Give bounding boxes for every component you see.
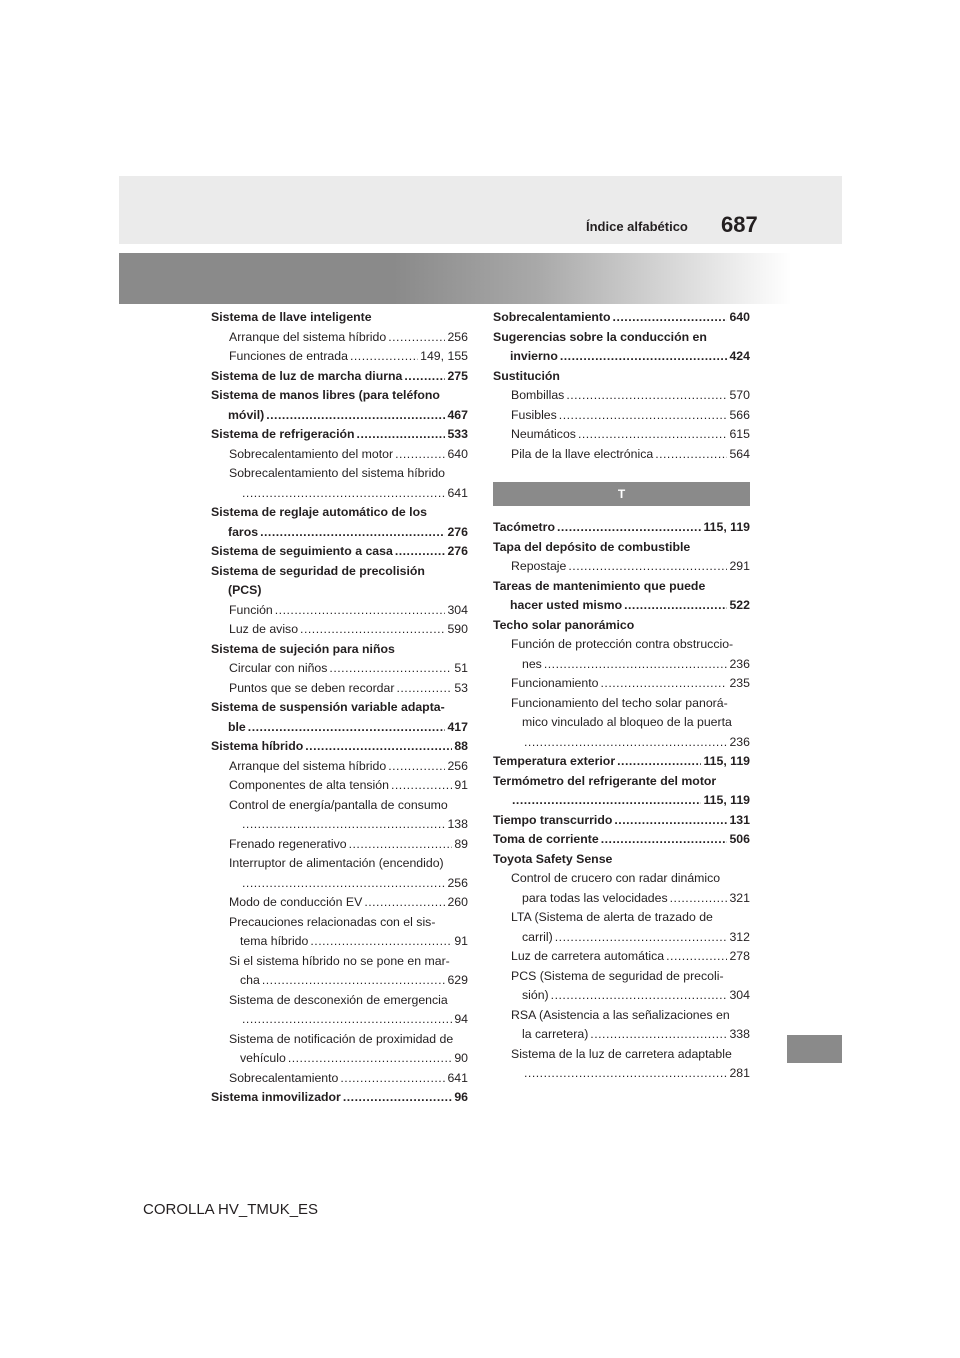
index-entry-text: carril) (522, 929, 553, 944)
index-entry (211, 718, 468, 738)
index-entry (211, 1088, 468, 1108)
index-entry-text: Sobrecalentamiento del sistema híbrido (229, 466, 446, 480)
index-entry (493, 1064, 750, 1084)
index-entry-text: Función de protección contra obstruccio- (511, 637, 734, 651)
index-entry-text: Sobrecalentamiento del motor (229, 446, 394, 461)
leader-dots (670, 889, 728, 909)
index-entry-text: Sistema de seguimiento a casa (211, 544, 393, 558)
index-entry (211, 542, 468, 562)
index-entry-page: 417 (447, 719, 468, 734)
leader-dots (617, 752, 701, 772)
index-group-t (493, 518, 750, 1084)
index-entry-text: ble (228, 719, 246, 734)
index-entry-page: 89 (454, 836, 468, 851)
index-entry-page: 131 (729, 812, 750, 827)
index-entry-page: 115, 119 (703, 520, 750, 534)
leader-dots (404, 367, 445, 387)
index-entry (493, 347, 750, 367)
index-entry-text: Sistema de seguridad de precolisión (211, 563, 425, 578)
leader-dots (666, 947, 727, 967)
leader-dots (601, 830, 728, 850)
index-entry-page: 533 (447, 427, 468, 441)
index-entry-page: 94 (454, 1012, 468, 1026)
index-entry-text: Sistema de manos libres (para teléfono (211, 388, 440, 402)
index-entry-page: 522 (729, 598, 750, 612)
index-entry-text: Sobrecalentamiento (229, 1070, 339, 1085)
index-entry-text: Arranque del sistema híbrido (229, 329, 387, 344)
index-entry-text: Arranque del sistema híbrido (229, 758, 387, 773)
leader-dots (551, 986, 728, 1006)
index-entry-text: invierno (510, 349, 558, 363)
index-entry-page: 590 (447, 622, 468, 636)
index-entry-text: PCS (Sistema de seguridad de precoli- (511, 968, 724, 983)
index-entry-page: 96 (454, 1090, 468, 1104)
index-entry (493, 928, 750, 948)
index-entry (493, 947, 750, 967)
index-entry (493, 1025, 750, 1045)
leader-dots (340, 1069, 445, 1089)
leader-dots (242, 874, 445, 894)
index-entry (493, 791, 750, 811)
index-entry (211, 620, 468, 640)
leader-dots (566, 386, 727, 406)
index-entry-text: Pila de la llave electrónica (511, 446, 654, 461)
index-entry (211, 367, 468, 387)
index-entry-page: 236 (729, 656, 750, 671)
index-entry (211, 308, 468, 328)
index-entry (211, 1069, 468, 1089)
index-entry-text: Frenado regenerativo (229, 836, 347, 851)
leader-dots (560, 347, 728, 367)
index-entry-page: 467 (447, 407, 468, 422)
index-entry-text: LTA (Sistema de alerta de trazado de (511, 910, 713, 924)
index-entry-page: 53 (454, 680, 468, 695)
index-entry-page: 641 (447, 485, 468, 500)
index-entry-page: 566 (729, 407, 750, 422)
index-entry (493, 635, 750, 655)
leader-dots (260, 523, 445, 543)
index-entry (211, 737, 468, 757)
index-entry-text: Termómetro del refrigerante del motor (493, 773, 717, 788)
index-entry (211, 1030, 468, 1050)
index-entry (493, 752, 750, 772)
page-number: 687 (721, 212, 758, 237)
index-entry (211, 562, 468, 582)
leader-dots (555, 928, 728, 948)
index-entry-text: Sobrecalentamiento (493, 310, 611, 324)
index-entry (211, 991, 468, 1011)
leader-dots (391, 776, 452, 796)
index-entry-text: sión) (522, 988, 549, 1002)
index-entry (211, 484, 468, 504)
leader-dots (343, 1088, 452, 1108)
index-entry-text: nes (522, 656, 542, 671)
index-entry-page: 304 (729, 988, 750, 1002)
index-entry-text: Puntos que se deben recordar (229, 680, 395, 695)
leader-dots (557, 518, 702, 538)
index-entry-text: mico vinculado al bloqueo de la puerta (522, 715, 732, 729)
index-entry-text: Bombillas (511, 388, 565, 402)
index-entry (211, 1049, 468, 1069)
leader-dots (396, 679, 452, 699)
index-entry (493, 830, 750, 850)
leader-dots (262, 971, 446, 991)
index-entry-text: Sistema de desconexión de emergencia (229, 992, 448, 1007)
index-entry (211, 425, 468, 445)
index-entry-text: Modo de conducción EV (229, 895, 363, 909)
footer-model-code: COROLLA HV_TMUK_ES (143, 1201, 319, 1218)
index-entry (211, 854, 468, 874)
leader-dots (512, 791, 701, 811)
index-entry (493, 772, 750, 792)
leader-dots (578, 425, 728, 445)
leader-dots (305, 737, 452, 757)
index-entry-page: 236 (729, 734, 750, 749)
leader-dots (388, 757, 445, 777)
index-column-left (211, 308, 468, 1108)
index-entry-page: 640 (447, 446, 468, 461)
index-entry (493, 538, 750, 558)
index-entry (211, 659, 468, 679)
index-entry-text: Sistema de sujeción para niños (211, 641, 395, 656)
index-entry-page: 260 (447, 895, 468, 909)
index-entry (211, 679, 468, 699)
index-entry-text: Techo solar panorámico (493, 617, 635, 632)
index-entry-text: Luz de carretera automática (511, 949, 665, 963)
index-entry-text: Sistema de refrigeración (211, 427, 355, 441)
index-entry-page: 281 (729, 1066, 750, 1080)
leader-dots (242, 484, 445, 504)
leader-dots (288, 1049, 453, 1069)
index-entry (493, 655, 750, 675)
leader-dots (388, 328, 445, 348)
index-entry (493, 811, 750, 831)
index-entry (211, 796, 468, 816)
index-entry-text: Sistema de la luz de carretera adaptable (511, 1046, 732, 1061)
index-entry-text: cha (240, 973, 260, 987)
index-entry (211, 893, 468, 913)
index-entry-page: 629 (447, 973, 468, 987)
header-title: Índice alfabético (586, 219, 688, 234)
index-entry-text: Sistema de luz de marcha diurna (211, 368, 403, 383)
index-entry (493, 694, 750, 714)
index-entry-text: Función (229, 602, 273, 617)
index-entry-text: Fusibles (511, 407, 557, 422)
leader-dots (524, 1064, 727, 1084)
index-entry (211, 581, 468, 601)
index-group-s-continued (493, 308, 750, 464)
leader-dots (349, 835, 453, 855)
side-thumb-tab (787, 1035, 842, 1063)
index-entry-page: 276 (447, 524, 468, 539)
index-entry-text: la carretera) (522, 1027, 589, 1041)
index-entry-text: Sistema de reglaje automático de los (211, 505, 427, 519)
index-entry-text: Toma de corriente (493, 832, 599, 846)
index-entry (211, 913, 468, 933)
index-entry-page: 115, 119 (703, 793, 750, 807)
leader-dots (590, 1025, 727, 1045)
index-entry-text: Sistema de notificación de proximidad de (229, 1031, 454, 1046)
index-entry-text: Toyota Safety Sense (493, 851, 613, 866)
index-entry-text: Funcionamiento (511, 676, 599, 690)
index-entry-text: Tacómetro (493, 520, 555, 534)
leader-dots (300, 620, 445, 640)
index-entry (493, 713, 750, 733)
index-entry-text: Componentes de alta tensión (229, 778, 389, 792)
index-entry-text: Neumáticos (511, 427, 576, 441)
leader-dots (395, 542, 446, 562)
index-entry-text: Control de crucero con radar dinámico (511, 871, 721, 885)
index-entry-page: 275 (447, 368, 468, 383)
index-entry-page: 276 (447, 544, 468, 558)
index-entry (493, 674, 750, 694)
leader-dots (613, 308, 728, 328)
index-entry-text: Tiempo transcurrido (493, 812, 613, 827)
leader-dots (364, 893, 445, 913)
index-entry-page: 564 (729, 446, 750, 461)
index-entry (493, 616, 750, 636)
index-entry-page: 115, 119 (703, 754, 750, 768)
index-entry-page: 90 (454, 1051, 468, 1065)
index-entry (211, 874, 468, 894)
index-entry (211, 932, 468, 952)
index-entry (493, 445, 750, 465)
index-entry (211, 601, 468, 621)
index-entry (493, 986, 750, 1006)
leader-dots (242, 1010, 452, 1030)
index-entry (211, 347, 468, 367)
index-entry (211, 776, 468, 796)
index-entry-text: Sistema de suspensión variable adapta- (211, 700, 445, 714)
index-entry (493, 889, 750, 909)
index-entry-page: 278 (729, 949, 750, 963)
index-entry-text: Si el sistema híbrido no se pone en mar- (229, 953, 450, 968)
index-entry (211, 698, 468, 718)
leader-dots (624, 596, 727, 616)
index-entry-page: 91 (454, 778, 468, 792)
index-entry (493, 328, 750, 348)
index-entry-text: para todas las velocidades (522, 890, 668, 905)
leader-dots (310, 932, 452, 952)
index-entry (493, 967, 750, 987)
index-entry-page: 338 (729, 1027, 750, 1041)
leader-dots (524, 733, 727, 753)
index-entry (493, 518, 750, 538)
leader-dots (601, 674, 728, 694)
leader-dots (350, 347, 418, 367)
index-entry-page: 256 (447, 329, 468, 344)
leader-dots (357, 425, 446, 445)
index-entry (493, 733, 750, 753)
index-entry (211, 503, 468, 523)
index-entry-page: 641 (447, 1070, 468, 1085)
index-entry-page: 321 (729, 890, 750, 905)
index-entry (493, 308, 750, 328)
index-entry-page: 570 (729, 388, 750, 402)
index-entry (493, 1045, 750, 1065)
index-entry-page: 149, 155 (420, 349, 468, 363)
index-entry-page: 304 (447, 602, 468, 617)
index-entry (493, 596, 750, 616)
index-entry (211, 445, 468, 465)
index-entry (211, 523, 468, 543)
index-entry-page: 256 (447, 758, 468, 773)
index-entry-page: 506 (729, 832, 750, 846)
leader-dots (275, 601, 446, 621)
index-entry (211, 406, 468, 426)
index-entry (493, 406, 750, 426)
index-entry (211, 835, 468, 855)
index-entry-text: Funciones de entrada (229, 349, 348, 363)
index-entry-page: 640 (729, 310, 750, 324)
index-entry-page: 51 (454, 661, 468, 675)
index-entry (493, 425, 750, 445)
index-entry (211, 386, 468, 406)
index-entry-page: 615 (729, 427, 750, 441)
index-entry-text: Sugerencias sobre la conducción en (493, 329, 707, 344)
index-entry (211, 640, 468, 660)
index-entry (493, 557, 750, 577)
index-entry (211, 757, 468, 777)
index-entry-page: 138 (447, 817, 468, 831)
index-column-right (493, 308, 750, 1084)
index-entry-text: Interruptor de alimentación (encendido) (229, 856, 444, 870)
index-entry (493, 1006, 750, 1026)
index-entry (211, 464, 468, 484)
index-entry-page: 424 (729, 349, 750, 363)
index-entry-page: 91 (454, 934, 468, 948)
index-entry-text: Repostaje (511, 559, 567, 573)
index-entry-text: (PCS) (228, 583, 262, 597)
index-entry-text: RSA (Asistencia a las señalizaciones en (511, 1007, 730, 1022)
leader-dots (329, 659, 452, 679)
index-entry-page: 291 (729, 559, 750, 573)
index-entry-text: Sistema híbrido (211, 739, 304, 753)
leader-dots (248, 718, 446, 738)
index-entry (493, 386, 750, 406)
leader-dots (655, 445, 727, 465)
leader-dots (559, 406, 728, 426)
index-entry-text: Precauciones relacionadas con el sis- (229, 914, 436, 929)
header-gradient-bar (119, 253, 842, 304)
index-entry (493, 850, 750, 870)
index-entry-text: Sistema inmovilizador (211, 1090, 341, 1104)
index-entry (493, 869, 750, 889)
index-entry-text: Funcionamiento del techo solar panorá- (511, 695, 728, 710)
index-entry-text: Control de energía/pantalla de consumo (229, 797, 448, 812)
leader-dots (568, 557, 727, 577)
leader-dots (242, 815, 445, 835)
leader-dots (614, 811, 727, 831)
index-entry (211, 952, 468, 972)
index-entry-page: 312 (729, 929, 750, 944)
index-entry (211, 815, 468, 835)
index-entry-text: Sistema de llave inteligente (211, 310, 372, 324)
index-entry-text: faros (228, 524, 259, 539)
section-letter-band: T (493, 482, 750, 506)
index-entry (493, 908, 750, 928)
leader-dots (395, 445, 445, 465)
index-entry (493, 577, 750, 597)
index-entry-page: 235 (729, 676, 750, 690)
index-entry (211, 1010, 468, 1030)
index-entry-text: Sustitución (493, 368, 560, 383)
index-entry-text: Luz de aviso (229, 622, 299, 636)
index-entry-text: tema híbrido (240, 934, 309, 948)
index-entry-page: 88 (454, 739, 468, 753)
index-entry-text: hacer usted mismo (510, 598, 623, 612)
index-entry-text: Circular con niños (229, 661, 328, 675)
index-entry-text: vehículo (240, 1051, 286, 1065)
index-entry (211, 328, 468, 348)
index-entry-page: 256 (447, 875, 468, 890)
index-entry-text: Tapa del depósito de combustible (493, 539, 691, 554)
index-entry-text: Tareas de mantenimiento que puede (493, 578, 706, 593)
leader-dots (544, 655, 728, 675)
index-entry-text: Temperatura exterior (493, 754, 616, 768)
index-entry (211, 971, 468, 991)
index-entry-text: móvil) (228, 407, 265, 422)
index-entry (493, 367, 750, 387)
leader-dots (266, 406, 445, 426)
